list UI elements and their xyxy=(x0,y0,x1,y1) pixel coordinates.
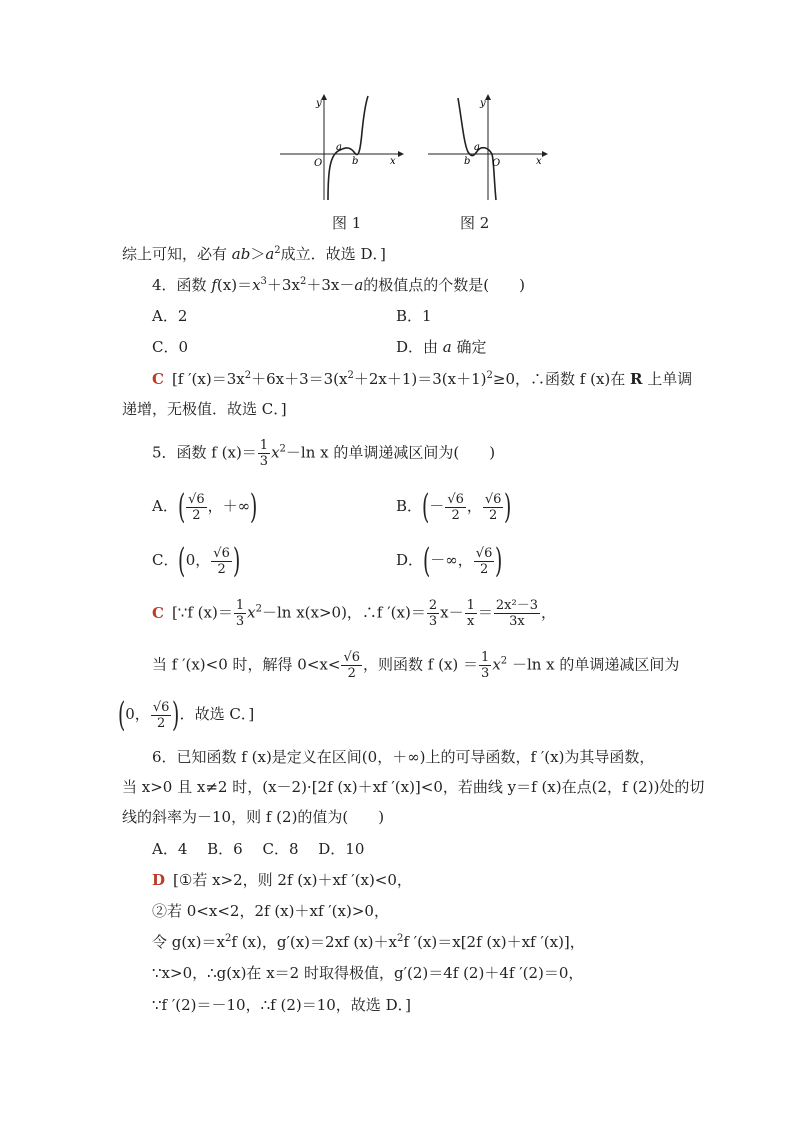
prev-conclusion: 综上可知，必有 $ab>a^2$成立．故选 D．] xyxy=(122,245,386,263)
fig2-x-label: x xyxy=(536,156,542,167)
figure-2-graph xyxy=(426,92,548,202)
q6-solution-line-1: D [①若 x>2，则 2f (x)＋xf ′(x)<0， xyxy=(152,871,412,889)
question-6-line-3: 线的斜率为－10，则 f (2)的值为( ) xyxy=(122,808,385,826)
q5-answer-letter: C xyxy=(152,603,164,622)
q5-option-b: B．(－ $\frac{√6}{2}$ ， $\frac{√6}{2}$ ) xyxy=(396,487,512,527)
question-4-stem: 4．函数 $f(x)=x^3+3x^2+3x-a$的极值点的个数是( ) xyxy=(152,276,525,294)
fig1-a-label: a xyxy=(336,142,342,153)
fig1-x-label: x xyxy=(390,156,396,167)
q5-solution-line-2: 当 f ′(x)<0 时，解得 0<x< $\frac{√6}{2}$ ，则函数 f (x) ＝ $\frac{1}{3}$ $x^2 -\ln$ x 的单调递减区间为 xyxy=(152,650,680,681)
question-5-stem: 5．函数 f (x)＝ $\frac{1}{3}$ $x^2-\ln$ x 的单调递减区间为( ) xyxy=(152,438,496,469)
q4-option-b: B．1 xyxy=(396,307,432,325)
fig1-b-label: b xyxy=(352,156,359,167)
q6-solution-line-4: ∵x>0，∴g(x)在 x＝2 时取得极值，g′(2)＝4f (2)＋4f ′(2)＝0， xyxy=(152,964,584,982)
q6-solution-line-5: ∵f ′(2)＝－10，∴f (2)＝10，故选 D．] xyxy=(152,996,411,1014)
q4-option-a: A．2 xyxy=(152,307,188,325)
figure-1-graph xyxy=(278,92,404,202)
q6-options: A．4 B．6 C．8 D．10 xyxy=(152,840,365,858)
question-6-line-2: 当 x>0 且 x≠2 时，(x－2)·[2f (x)＋xf ′(x)]<0，若曲线 y＝f (x)在点(2，f (2))处的切 xyxy=(122,778,705,796)
q5-option-c: C．(0， $\frac{√6}{2}$ ) xyxy=(152,541,241,581)
fig1-o-label: O xyxy=(314,158,323,169)
question-6-line-1: 6．已知函数 f (x)是定义在区间(0，＋∞)上的可导函数，f ′(x)为其导函数， xyxy=(152,748,655,766)
fig2-y-label: y xyxy=(480,98,486,109)
figure-1-caption: 图 1 xyxy=(332,214,362,232)
q4-option-c: C．0 xyxy=(152,338,189,356)
q6-answer-letter: D xyxy=(152,871,166,889)
q4-solution-line-2: 递增，无极值．故选 C．] xyxy=(122,400,287,418)
fig2-b-label: b xyxy=(464,156,471,167)
q5-option-a: A．( $\frac{√6}{2}$ ，＋∞) xyxy=(152,487,258,527)
figure-2-caption: 图 2 xyxy=(460,214,490,232)
q4-answer-letter: C xyxy=(152,370,164,388)
q4-option-d: D．由 a 确定 xyxy=(396,338,487,356)
fig1-y-label: y xyxy=(316,98,322,109)
q6-solution-line-3: 令 $g(x)=x^2f$ (x)，g′(x)＝2xf $(x)+x^2f$ ′(x)＝x[2f (x)＋xf ′(x)]， xyxy=(152,933,585,951)
q5-solution-line-1: C [∵f (x)＝ $\frac{1}{3}$ $x^2-\ln$ x(x>0)，∴f ′(x)＝ $\frac{2}{3}$ x－ $\frac{1}{x}$ ＝ $\frac{\text{2x²－3}}{3x}$ ， xyxy=(152,598,556,629)
q5-solution-line-3: (0， $\frac{√6}{2}$ )．故选 C．] xyxy=(117,695,255,735)
q5-option-d: D．(－∞， $\frac{√6}{2}$ ) xyxy=(396,541,503,581)
q4-solution-line-1: C [f $'(x)=3x^2+6x+3=3(x^2+2x+1)=3(x+1)^2\ge 0$，∴函数 f (x)在 R 上单调 xyxy=(152,370,693,388)
fig2-a-label: a xyxy=(474,142,480,153)
fig2-o-label: O xyxy=(492,158,501,169)
q6-solution-line-2: ②若 0<x<2，2f (x)＋xf ′(x)>0， xyxy=(152,902,389,920)
